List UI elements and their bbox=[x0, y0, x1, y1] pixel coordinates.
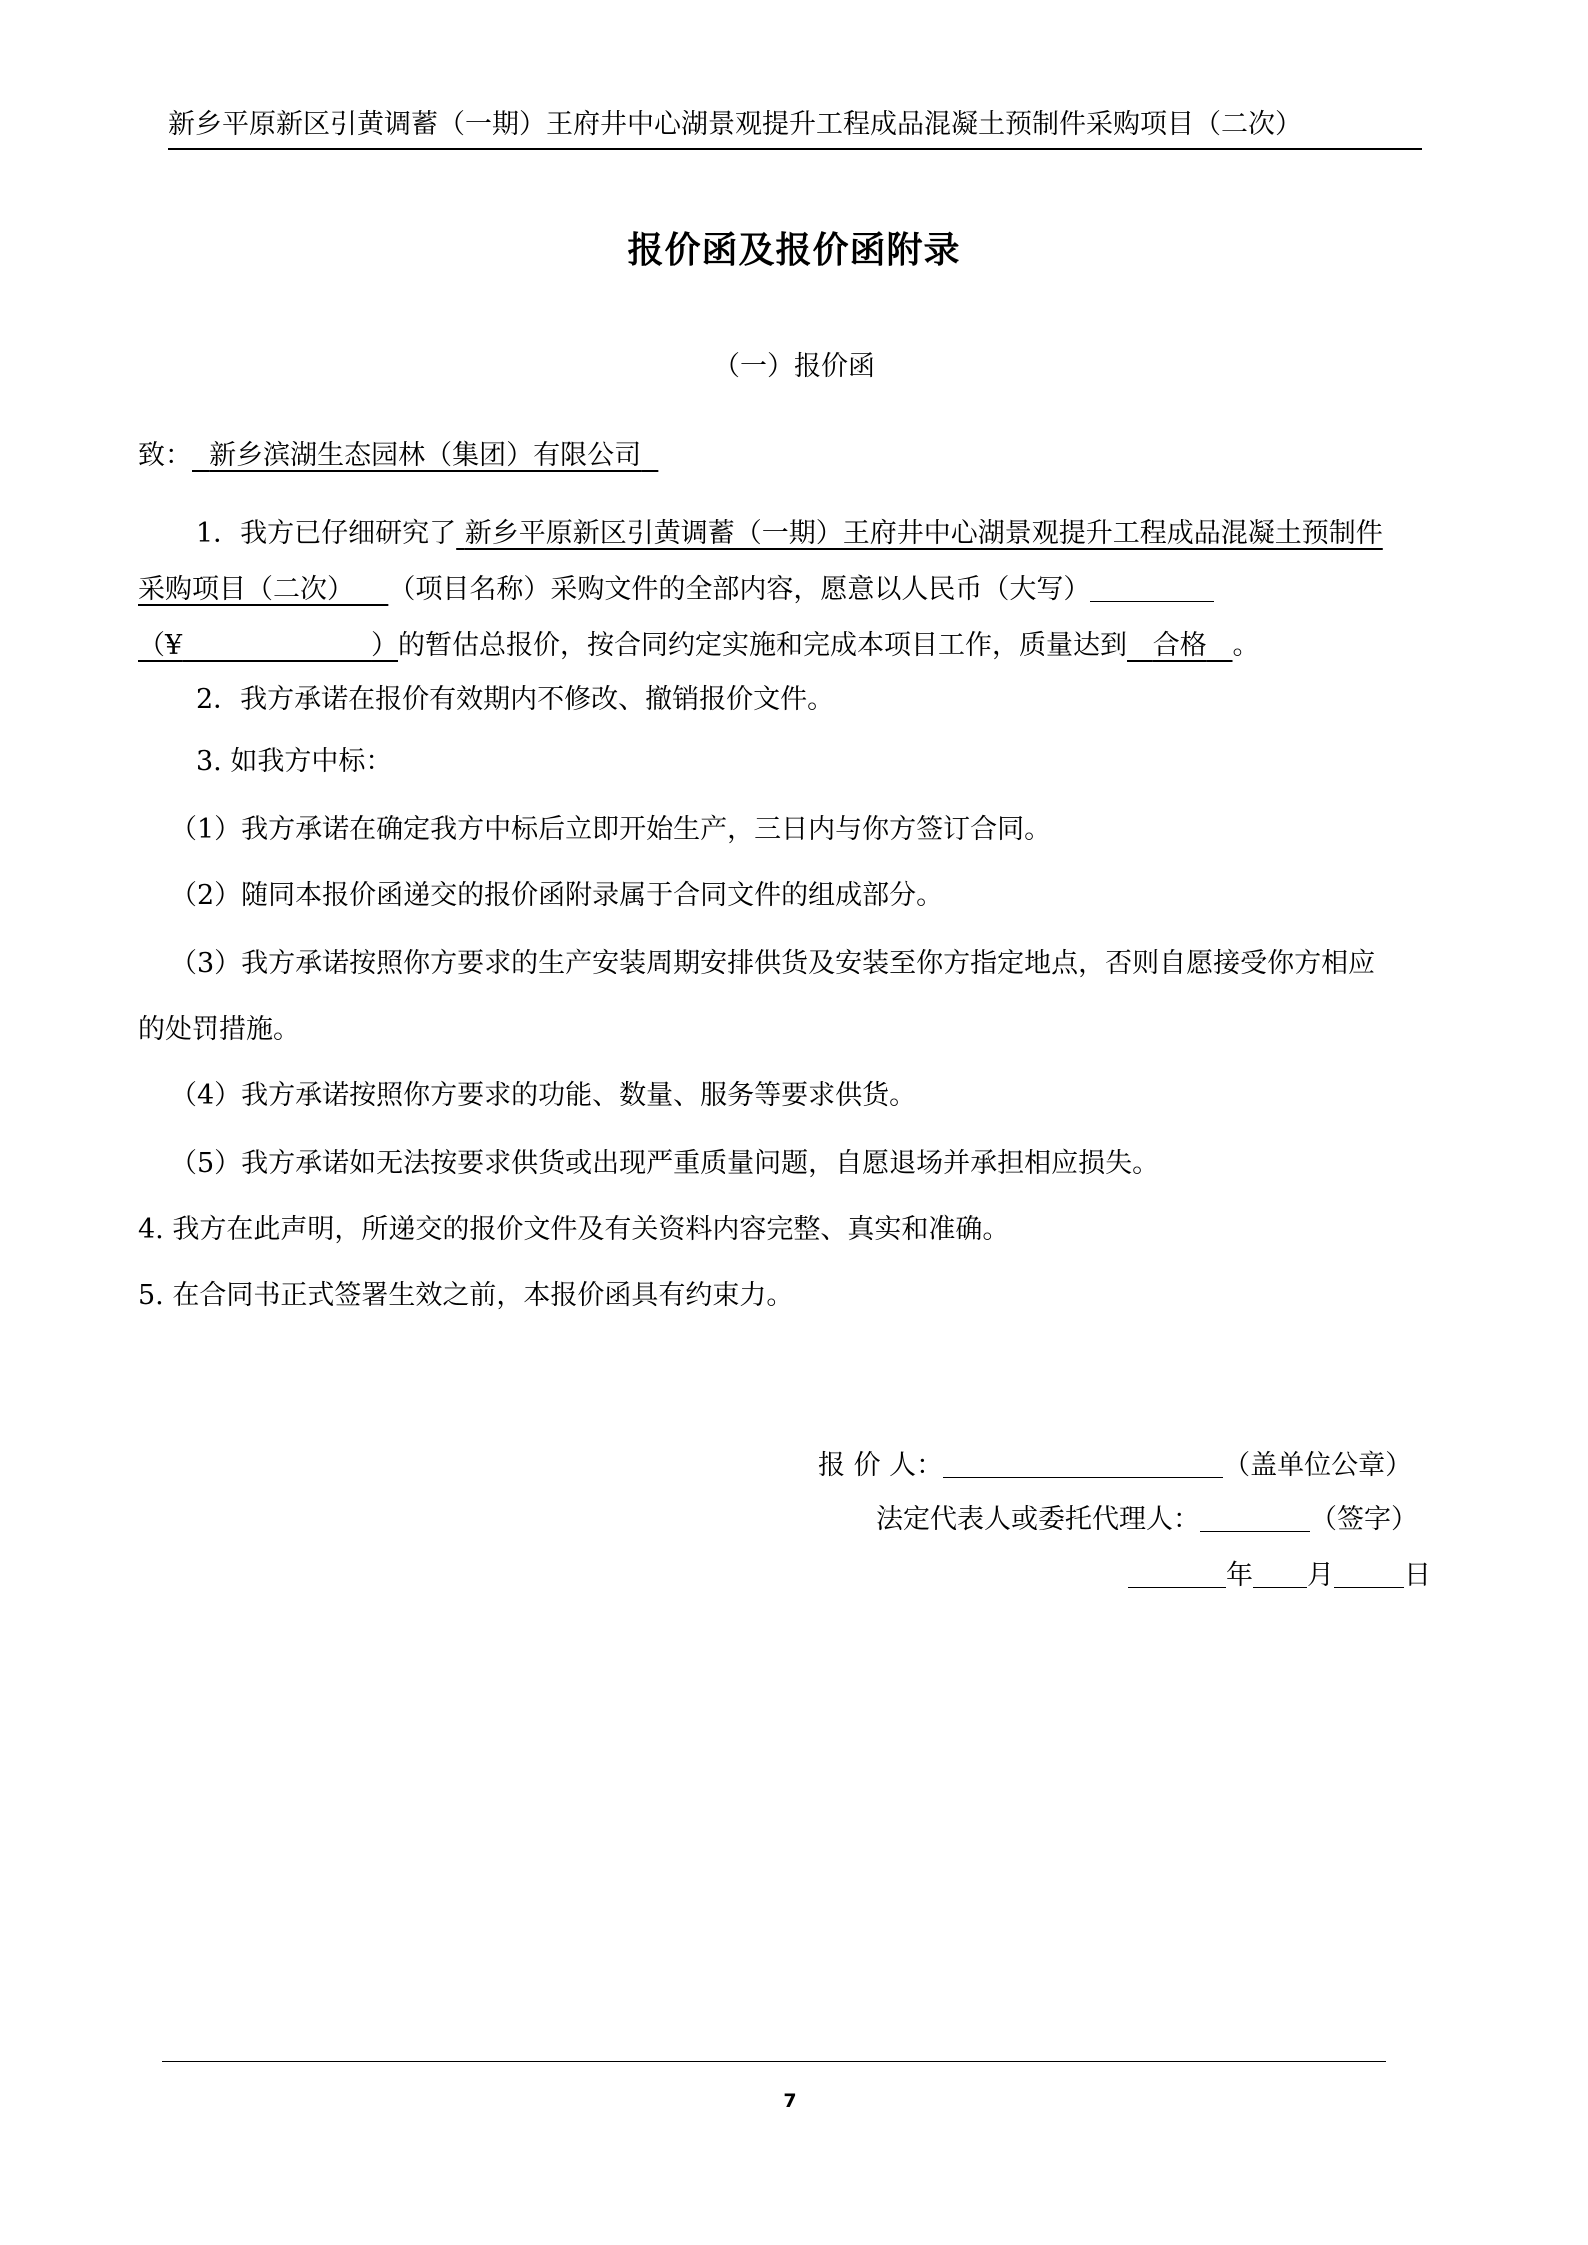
addressee-prefix: 致： bbox=[138, 440, 192, 471]
clause-5: 5. 在合同书正式签署生效之前，本报价函具有约束力。 bbox=[138, 1280, 794, 1311]
sub-clause-3-line-2: 的处罚措施。 bbox=[138, 1014, 300, 1045]
document-header: 新乡平原新区引黄调蓄（一期）王府井中心湖景观提升工程成品混凝土预制件采购项目（二次） bbox=[168, 106, 1422, 150]
page-title: 报价函及报价函附录 bbox=[627, 229, 961, 271]
bidder-signature-line bbox=[818, 1446, 1412, 1486]
project-name-part-2: 采购项目（二次） bbox=[138, 574, 354, 605]
section-subtitle: （一）报价函 bbox=[713, 351, 875, 382]
representative-signature-line bbox=[876, 1500, 1418, 1540]
footer-rule bbox=[162, 2061, 1386, 2062]
clause-3: 3. 如我方中标： bbox=[196, 746, 393, 777]
clause-4: 4. 我方在此声明，所递交的报价文件及有关资料内容完整、真实和准确。 bbox=[138, 1214, 1010, 1245]
amount-in-words-blank[interactable] bbox=[1090, 573, 1214, 602]
sub-clause-5: （5）我方承诺如无法按要求供货或出现严重质量问题，自愿退场并承担相应损失。 bbox=[170, 1148, 1160, 1179]
day-blank[interactable] bbox=[1334, 1559, 1404, 1588]
clause-2: 2．我方承诺在报价有效期内不修改、撤销报价文件。 bbox=[196, 684, 835, 715]
project-name-part-1: 新乡平原新区引黄调蓄（一期）王府井中心湖景观提升工程成品混凝土预制件 bbox=[464, 518, 1383, 549]
sub-clause-1: （1）我方承诺在确定我方中标后立即开始生产，三日内与你方签订合同。 bbox=[170, 814, 1052, 845]
month-blank[interactable] bbox=[1253, 1559, 1307, 1588]
sub-clause-3-line-1: （3）我方承诺按照你方要求的生产安装周期安排供货及安装至你方指定地点，否则自愿接受你方相应 bbox=[170, 948, 1376, 979]
page-number: 7 bbox=[783, 2090, 797, 2112]
amount-in-figures-blank[interactable]: （¥ ） bbox=[138, 630, 399, 661]
sub-clause-2: （2）随同本报价函递交的报价函附录属于合同文件的组成部分。 bbox=[170, 880, 944, 911]
addressee-name: 新乡滨湖生态园林（集团）有限公司 bbox=[209, 440, 642, 471]
day-label: 日 bbox=[1404, 1560, 1431, 1591]
representative-note: （签字） bbox=[1310, 1504, 1418, 1535]
quality-standard: 合格 bbox=[1152, 630, 1207, 661]
date-line bbox=[1128, 1556, 1431, 1596]
clause-1-line-1: 1．我方已仔细研究了 新乡平原新区引黄调蓄（一期）王府井中心湖景观提升工程成品混凝土预制件 bbox=[196, 518, 1383, 549]
addressee-line bbox=[138, 436, 1438, 476]
bidder-seal-blank[interactable] bbox=[943, 1449, 1223, 1478]
representative-label: 法定代表人或委托代理人： bbox=[876, 1504, 1200, 1535]
bidder-label: 报 价 人： bbox=[818, 1450, 944, 1481]
representative-signature-blank[interactable] bbox=[1200, 1503, 1310, 1532]
year-blank[interactable] bbox=[1128, 1559, 1226, 1588]
clause-1-line-2: 采购项目（二次） （项目名称）采购文件的全部内容，愿意以人民币（大写） bbox=[138, 570, 1438, 610]
clause-1-line-3: （¥ ）的暂估总报价，按合同约定实施和完成本项目工作，质量达到 合格 。 bbox=[138, 630, 1260, 661]
month-label: 月 bbox=[1307, 1560, 1334, 1591]
sub-clause-4: （4）我方承诺按照你方要求的功能、数量、服务等要求供货。 bbox=[170, 1080, 917, 1111]
year-label: 年 bbox=[1226, 1560, 1253, 1591]
bidder-note: （盖单位公章） bbox=[1223, 1450, 1413, 1481]
